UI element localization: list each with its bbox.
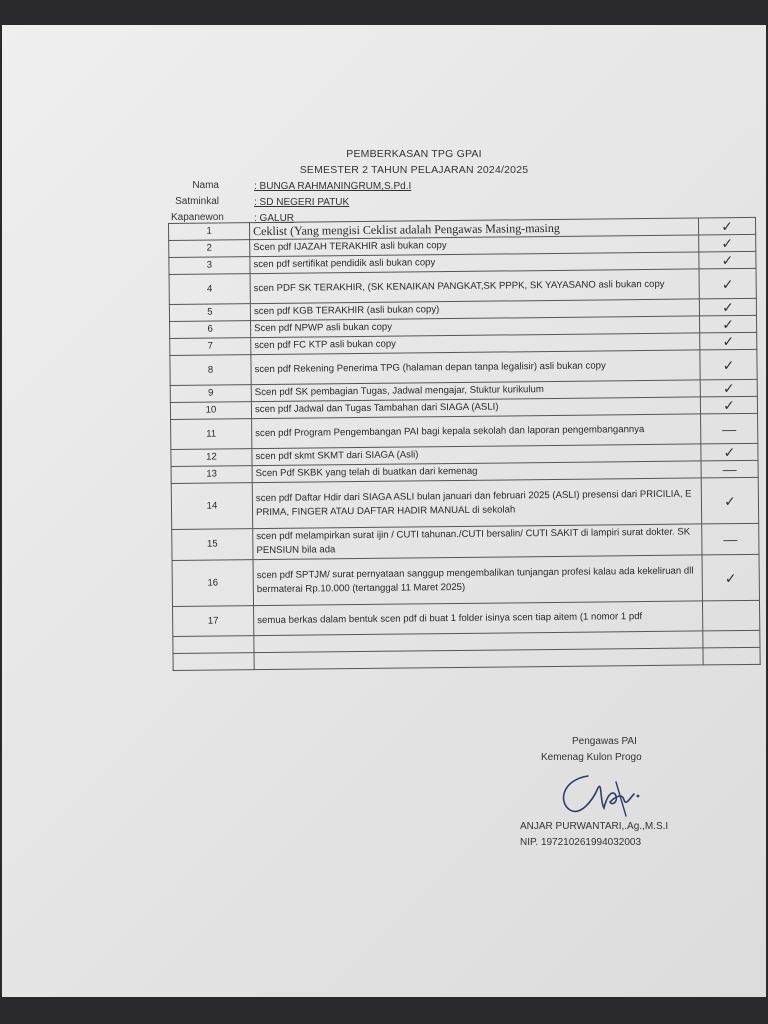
checklist-mark: ✓ xyxy=(699,298,756,316)
checklist-item-text: scen pdf Jadwal dan Tugas Tambahan dari SIAGA (ASLI) xyxy=(251,397,700,419)
checklist-number: 9 xyxy=(170,385,251,403)
checklist-number: 6 xyxy=(170,321,251,339)
checklist-item-text: scen PDF SK TERAKHIR, (SK KENAIKAN PANGKAT,SK PPPK, SK YAYASANO asli bukan copy xyxy=(250,269,699,304)
checklist-item-text: semua berkas dalam bentuk scen pdf di buat 1 folder isinya scen tiap aitem (1 nomor 1 pdf xyxy=(254,601,703,636)
signature-office: Kemenag Kulon Progo xyxy=(541,752,642,763)
satminkal-value: : SD NEGERI PATUK xyxy=(254,197,350,208)
signature-name: ANJAR PURWANTARI,.Ag.,M.S.I xyxy=(520,821,669,832)
checklist-item-text: scen pdf SPTJM/ surat pernyataan sanggup mengembalikan tunjangan profesi kalau ada kekeliruan dll bermaterai Rp.10.000 (tertanggal 11 Maret 2025) xyxy=(253,555,702,606)
checklist-item-text: Ceklist (Yang mengisi Ceklist adalah Pengawas Masing-masing xyxy=(250,218,699,240)
checklist-item-text: scen pdf Rekening Penerima TPG (halaman depan tanpa legalisir) asli bukan copy xyxy=(251,350,700,385)
empty-cell xyxy=(703,647,760,665)
document-subtitle: SEMESTER 2 TAHUN PELAJARAN 2024/2025 xyxy=(299,164,529,176)
checklist-mark: ✓ xyxy=(700,379,757,397)
checklist-mark: ✓ xyxy=(700,315,757,333)
checklist-number: 3 xyxy=(169,257,250,275)
signature-role: Pengawas PAI xyxy=(572,736,637,747)
checklist-item-text: scen pdf sertifikat pendidik asli bukan copy xyxy=(250,252,699,274)
checklist-number: 7 xyxy=(170,338,251,356)
checklist-row xyxy=(172,554,759,606)
checklist-item-text: scen pdf melampirkan surat ijin / CUTI tahunan./CUTI bersalin/ CUTI SAKIT di lampiri surat dokter. SK PENSIUN bila ada xyxy=(253,524,702,560)
checklist-item-text: Scen pdf IJAZAH TERAKHIR asli bukan copy xyxy=(250,235,699,257)
checklist-mark xyxy=(702,600,759,631)
checklist-item-text: scen pdf Daftar Hdir dari SIAGA ASLI bulan januari dan februari 2025 (ASLI) presensi dari PRICILIA, E PRIMA, FINGER ATAU DAFTAR HADIR MANUAL di sekolah xyxy=(252,478,701,529)
checklist-mark: ✓ xyxy=(700,349,757,380)
checklist-mark: — xyxy=(702,523,759,555)
checklist-item-text: Scen pdf NPWP asli bukan copy xyxy=(251,316,700,338)
checklist-number: 4 xyxy=(169,274,250,305)
checklist-mark: ✓ xyxy=(701,477,758,524)
checklist-number: 16 xyxy=(172,560,253,607)
checklist-mark: ✓ xyxy=(700,396,757,414)
kapanewon-value: : GALUR xyxy=(254,213,295,224)
checklist-item-text: scen pdf skmt SKMT dari SIAGA (Asli) xyxy=(252,444,701,466)
checklist-number: 12 xyxy=(171,449,252,467)
checklist-number: 14 xyxy=(171,483,252,530)
handwritten-signature xyxy=(558,772,650,818)
checklist-body xyxy=(169,217,761,670)
nama-label: Nama xyxy=(192,180,219,191)
signature-nip: NIP. 197210261994032003 xyxy=(520,837,642,848)
checklist-item-text: scen pdf Program Pengembangan PAI bagi kepala sekolah dan laporan pengembangannya xyxy=(252,414,701,449)
checklist-mark: ✓ xyxy=(701,443,758,461)
checklist-number: 8 xyxy=(170,355,251,386)
checklist-mark: ✓ xyxy=(699,251,756,269)
checklist-item-text: Scen pdf SK pembagian Tugas, Jadwal mengajar, Stuktur kurikulum xyxy=(251,380,700,402)
checklist-table xyxy=(168,217,761,671)
checklist-number: 15 xyxy=(172,529,253,561)
checklist-row xyxy=(171,477,758,529)
checklist-mark: ✓ xyxy=(699,234,756,252)
checklist-number: 1 xyxy=(169,223,250,241)
satminkal-label: Satminkal xyxy=(175,196,219,207)
kapanewon-label: Kapanewon xyxy=(171,212,224,223)
checklist-item-text: scen pdf FC KTP asli bukan copy xyxy=(251,333,700,355)
checklist-number: 2 xyxy=(169,240,250,258)
document-title: PEMBERKASAN TPG GPAI xyxy=(346,148,482,160)
checklist-number: 11 xyxy=(171,419,252,450)
checklist-number: 13 xyxy=(171,466,252,484)
checklist-mark: ✓ xyxy=(702,554,759,601)
empty-cell xyxy=(703,630,760,648)
checklist-item-text: scen pdf KGB TERAKHIR (asli bukan copy) xyxy=(250,299,699,321)
nama-value: : BUNGA RAHMANINGRUM,S.Pd.I xyxy=(254,181,412,192)
checklist-number: 10 xyxy=(170,402,251,420)
checklist-mark: ✓ xyxy=(698,217,755,235)
checklist-mark: ✓ xyxy=(700,332,757,350)
checklist-number: 17 xyxy=(173,606,254,637)
checklist-number: 5 xyxy=(169,304,250,322)
empty-cell xyxy=(173,653,254,671)
checklist-item-text: Scen Pdf SKBK yang telah di buatkan dari kemenag xyxy=(252,461,701,483)
checklist-mark: ✓ xyxy=(699,268,756,299)
checklist-mark: — xyxy=(701,460,758,478)
empty-cell xyxy=(173,636,254,654)
checklist-mark: — xyxy=(701,413,758,444)
